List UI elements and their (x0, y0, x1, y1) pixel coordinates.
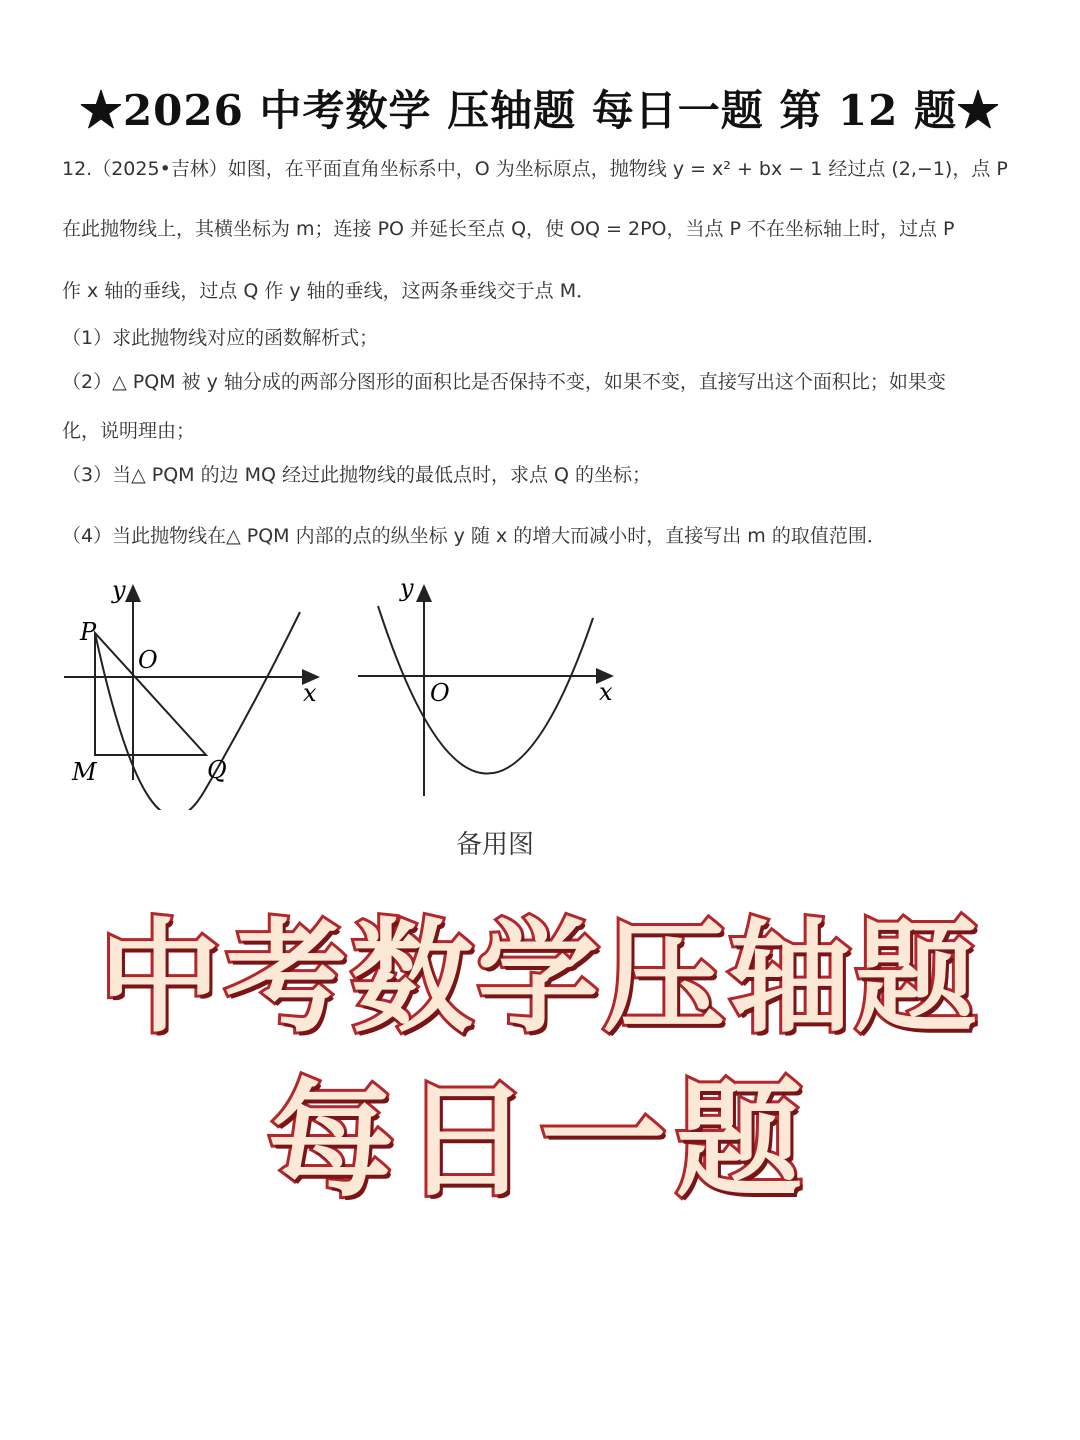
page-title: ★2026 中考数学 压轴题 每日一题 第 12 题★ (79, 86, 1001, 135)
geometry-figure (0, 570, 700, 810)
question-4: （4）当此抛物线在△ PQM 内部的点的纵坐标 y 随 x 的增大而减小时，直接写出 m 的取值范围． (62, 525, 886, 547)
left-x-label: x (303, 679, 317, 707)
left-y-label: y (112, 576, 126, 604)
left-parabola (95, 612, 300, 810)
left-figure (64, 576, 318, 810)
right-y-label: y (400, 574, 414, 602)
right-figure (358, 574, 613, 796)
point-p-label: P (80, 618, 97, 646)
question-2-line-1: （2）△ PQM 被 y 轴分成的两部分图形的面积比是否保持不变，如果不变，直接写出这个面积比；如果变 (62, 371, 946, 393)
right-x-label: x (599, 678, 613, 706)
question-3: （3）当△ PQM 的边 MQ 经过此抛物线的最低点时，求点 Q 的坐标； (62, 464, 652, 486)
point-m-label: M (72, 758, 97, 786)
banner-headline: 中考数学压轴题 (99, 907, 981, 1049)
point-q-label: Q (207, 756, 227, 784)
right-parabola (378, 606, 593, 774)
banner-subheadline: 每日一题 (268, 1067, 812, 1214)
problem-line-2: 在此抛物线上，其横坐标为 m；连接 PO 并延长至点 Q，使 OQ = 2PO，当点 P 不在坐标轴上时，过点 P (62, 218, 955, 240)
question-2-line-2: 化，说明理由； (62, 420, 196, 442)
left-origin-label: O (138, 646, 158, 674)
figure-caption: 备用图 (455, 830, 534, 860)
problem-line-1: 12.（2025•吉林）如图，在平面直角坐标系中，O 为坐标原点，抛物线 y = x² + bx − 1 经过点 (2,−1)，点 P (62, 158, 1008, 180)
question-1: （1）求此抛物线对应的函数解析式； (62, 327, 379, 349)
problem-line-3: 作 x 轴的垂线，过点 Q 作 y 轴的垂线，这两条垂线交于点 M． (62, 280, 596, 302)
right-origin-label: O (430, 679, 450, 707)
